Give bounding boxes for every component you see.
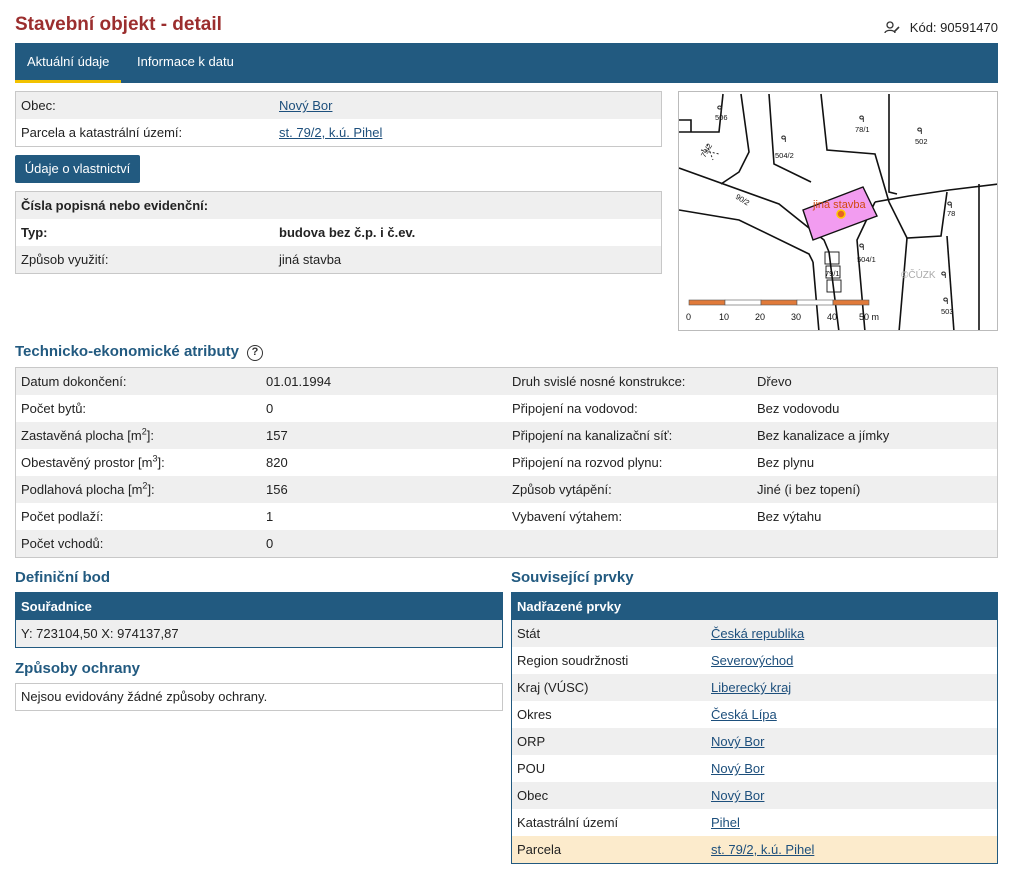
definition-point-marker bbox=[837, 210, 845, 218]
related-label: Obec bbox=[512, 782, 706, 809]
identification-row bbox=[16, 192, 661, 219]
tech-row bbox=[16, 530, 997, 557]
location-row-municipality bbox=[16, 92, 661, 119]
tech-label: Připojení na vodovod: bbox=[512, 401, 638, 416]
parent-elements-header: Nadřazené prvky bbox=[512, 593, 997, 620]
related-row bbox=[512, 701, 997, 728]
tech-value: 156 bbox=[261, 476, 507, 503]
map-scale-bar bbox=[689, 300, 869, 305]
related-link-municipality[interactable]: Nový Bor bbox=[711, 788, 765, 803]
map-parcel-label: 78 bbox=[947, 209, 956, 218]
row-label: Obec: bbox=[16, 92, 274, 119]
map-parcel-label: 90/2 bbox=[733, 192, 752, 208]
tech-title-text: Technicko-ekonomické atributy bbox=[15, 343, 239, 360]
protection-value: Nejsou evidovány žádné způsoby ochrany. bbox=[21, 689, 268, 704]
svg-text:ᑫ: ᑫ bbox=[781, 134, 787, 144]
user-edit-icon[interactable] bbox=[884, 21, 900, 35]
tech-label: Podlahová plocha $[m^2]$: bbox=[16, 476, 261, 503]
tech-value: 157 bbox=[261, 422, 507, 449]
identification-row bbox=[16, 219, 661, 246]
related-row-highlighted bbox=[512, 836, 997, 863]
usage-label: Způsob využití: bbox=[16, 246, 274, 273]
scale-label: 20 bbox=[755, 312, 766, 322]
tech-label: Připojení na kanalizační síť: bbox=[507, 422, 752, 449]
tech-value: Bez kanalizace a jímky bbox=[752, 422, 997, 449]
tech-value: 0 bbox=[266, 401, 274, 416]
map-parcel-label: 503 bbox=[941, 307, 954, 316]
tab-date-info[interactable]: Informace k datu bbox=[137, 54, 234, 69]
related-row bbox=[512, 674, 997, 701]
related-label: Region soudržnosti bbox=[517, 653, 629, 668]
tab-current-data[interactable]: Aktuální údaje bbox=[15, 43, 121, 83]
related-row bbox=[512, 755, 997, 782]
row-label: Parcela a katastrální území: bbox=[21, 125, 183, 140]
tech-label: Počet bytů: bbox=[21, 401, 87, 416]
location-box bbox=[15, 91, 662, 147]
type-label: Typ: bbox=[21, 225, 48, 240]
tech-attributes-box bbox=[15, 367, 998, 558]
map-watermark: ©ČÚZK bbox=[901, 270, 936, 281]
map-parcel-label: 79/2 bbox=[698, 141, 715, 159]
svg-text:ᑫ: ᑫ bbox=[917, 126, 923, 136]
tech-value: 01.01.1994 bbox=[261, 368, 507, 395]
tech-section-title bbox=[15, 343, 263, 361]
page-title: Stavební objekt - detail bbox=[15, 14, 222, 35]
tech-value: Bez plynu bbox=[757, 455, 815, 470]
related-row bbox=[512, 728, 997, 755]
municipality-link[interactable]: Nový Bor bbox=[279, 98, 333, 113]
tech-row bbox=[16, 368, 997, 395]
svg-text:ᑫ: ᑫ bbox=[717, 104, 723, 114]
usage-value: jiná stavba bbox=[274, 246, 661, 273]
object-code bbox=[884, 20, 998, 35]
map-parcel-label: 502 bbox=[915, 137, 928, 146]
tech-row bbox=[16, 476, 997, 503]
tech-value: Jiné (i bez topení) bbox=[752, 476, 997, 503]
related-title: Související prvky bbox=[511, 569, 634, 586]
tech-value bbox=[752, 530, 997, 557]
related-link-state[interactable]: Česká republika bbox=[711, 626, 805, 641]
tech-value: 1 bbox=[266, 509, 274, 524]
svg-text:ᑫ: ᑫ bbox=[943, 296, 949, 306]
cadastral-map[interactable] bbox=[678, 91, 998, 331]
tech-label bbox=[507, 530, 752, 557]
map-parcel-label: 504/1 bbox=[857, 255, 876, 264]
related-link-county[interactable]: Liberecký kraj bbox=[711, 680, 792, 695]
protection-box bbox=[15, 683, 503, 711]
related-link-cadastral-area[interactable]: Pihel bbox=[711, 815, 740, 830]
tech-label: Připojení na rozvod plynu: bbox=[512, 455, 663, 470]
related-link-region[interactable]: Severovýchod bbox=[711, 653, 794, 668]
scale-label: 50 m bbox=[859, 312, 880, 322]
tech-value: 820 bbox=[266, 455, 288, 470]
house-numbers-value bbox=[274, 192, 661, 219]
tech-value: Bez vodovodu bbox=[757, 401, 840, 416]
tech-label: Způsob vytápění: bbox=[507, 476, 752, 503]
related-row bbox=[512, 647, 997, 674]
house-numbers-label: Čísla popisná nebo evidenční: bbox=[16, 192, 274, 219]
identification-row bbox=[16, 246, 661, 273]
definition-point-box bbox=[15, 592, 503, 648]
related-box bbox=[511, 592, 998, 864]
tech-label: Druh svislé nosné konstrukce: bbox=[507, 368, 752, 395]
parcel-link[interactable]: st. 79/2, k.ú. Pihel bbox=[279, 125, 383, 140]
scale-label: 0 bbox=[686, 312, 692, 322]
related-row bbox=[512, 809, 997, 836]
related-link-parcel[interactable]: st. 79/2, k.ú. Pihel bbox=[711, 842, 815, 857]
related-link-orp[interactable]: Nový Bor bbox=[711, 734, 765, 749]
help-icon[interactable]: ? bbox=[247, 345, 263, 361]
tech-label: Vybavení výtahem: bbox=[512, 509, 623, 524]
tech-row bbox=[16, 422, 997, 449]
tech-row bbox=[16, 395, 997, 422]
code-label: Kód: 90591470 bbox=[909, 20, 998, 35]
svg-text:ᑫ: ᑫ bbox=[947, 200, 953, 210]
tech-label: Počet podlaží: bbox=[21, 509, 104, 524]
tech-label: Počet vchodů: bbox=[16, 530, 261, 557]
coordinates-header: Souřadnice bbox=[16, 593, 502, 620]
related-label: Parcela bbox=[512, 836, 706, 863]
related-link-district[interactable]: Česká Lípa bbox=[711, 707, 777, 722]
building-label: jiná stavba bbox=[813, 199, 866, 211]
svg-text:ᑫ: ᑫ bbox=[941, 270, 947, 280]
tech-label: Obestavěný prostor $[m^3]$: bbox=[21, 453, 165, 470]
definition-point-title: Definiční bod bbox=[15, 569, 110, 586]
related-label: Okres bbox=[517, 707, 552, 722]
map-parcel-label: 79/1 bbox=[825, 269, 840, 278]
related-label: Stát bbox=[512, 620, 706, 647]
tech-label: Zastavěná plocha $[m^2]$: bbox=[16, 422, 261, 449]
related-link-pou[interactable]: Nový Bor bbox=[711, 761, 765, 776]
related-label: Katastrální území bbox=[517, 815, 619, 830]
related-label: POU bbox=[517, 761, 546, 776]
tech-row bbox=[16, 449, 997, 476]
map-parcel-label: 78/1 bbox=[855, 125, 870, 134]
tech-label: Datum dokončení: bbox=[16, 368, 261, 395]
protection-title: Způsoby ochrany bbox=[15, 660, 141, 677]
map-parcel-label: 504/2 bbox=[775, 151, 794, 160]
scale-label: 40 bbox=[827, 312, 838, 322]
related-row bbox=[512, 620, 997, 647]
identification-box bbox=[15, 191, 662, 274]
tech-value: 0 bbox=[261, 530, 507, 557]
location-row-parcel bbox=[16, 119, 661, 146]
coordinates-value: Y: 723104,50 X: 974137,87 bbox=[16, 620, 502, 647]
type-value: budova bez č.p. i č.ev. bbox=[279, 225, 416, 240]
svg-text:ᑫ: ᑫ bbox=[859, 242, 865, 252]
related-label: Kraj (VÚSC) bbox=[512, 674, 706, 701]
scale-label: 30 bbox=[791, 312, 802, 322]
tab-bar bbox=[15, 43, 998, 83]
map-parcel-label: 506 bbox=[715, 113, 728, 122]
related-label: ORP bbox=[512, 728, 706, 755]
tech-value: Dřevo bbox=[752, 368, 997, 395]
related-row bbox=[512, 782, 997, 809]
ownership-button[interactable]: Údaje o vlastnictví bbox=[15, 155, 140, 183]
svg-text:ᑫ: ᑫ bbox=[859, 114, 865, 124]
tech-row bbox=[16, 503, 997, 530]
scale-label: 10 bbox=[719, 312, 730, 322]
tech-value: Bez výtahu bbox=[757, 509, 822, 524]
